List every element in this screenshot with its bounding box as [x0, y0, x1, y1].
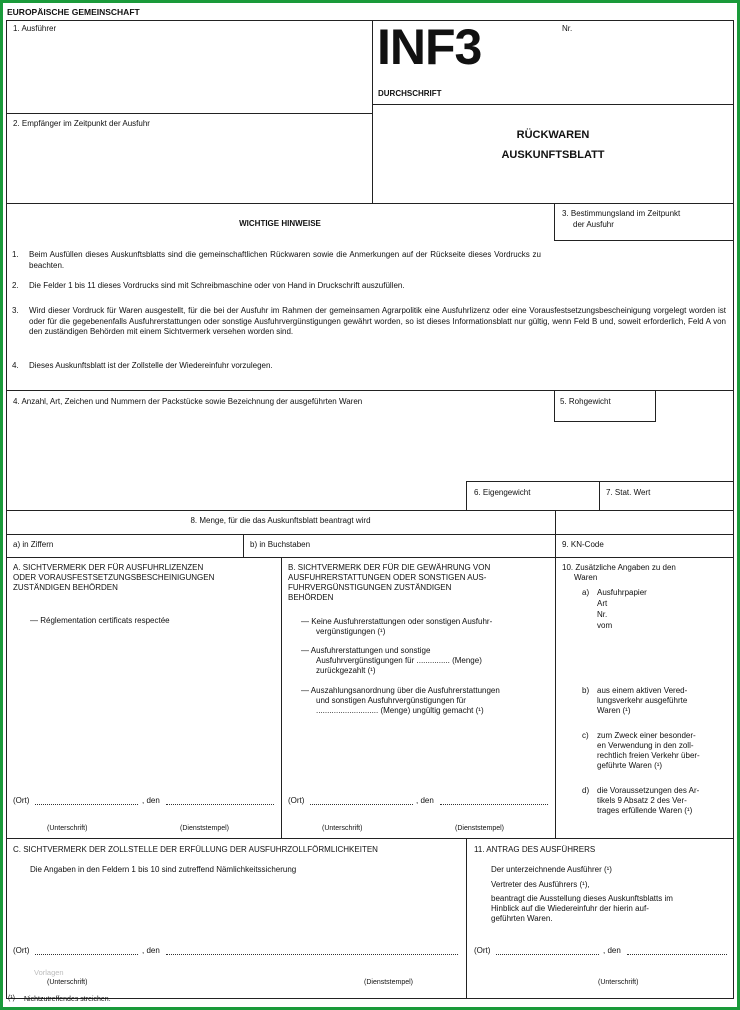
field-10-d-3: trages erfüllende Waren (¹) [597, 806, 693, 815]
section-a-title-3: ZUSTÄNDIGEN BEHÖRDEN [13, 583, 118, 592]
section-c-text: Die Angaben in den Feldern 1 bis 10 sind zutreffend Nämlichkeitssicherung [30, 865, 297, 874]
field-11-signature-label: (Unterschrift) [598, 979, 639, 986]
section-c-title: C. SICHTVERMERK DER ZOLLSTELLE DER ERFÜLLUNG DER AUSFUHRZOLLFÖRMLICHKEITEN [13, 845, 378, 854]
section-c-place-line[interactable] [35, 954, 138, 955]
section-b-item-2-line-2: Ausfuhrvergünstigungen für ............... (Menge) [316, 656, 482, 665]
section-a-place-line[interactable] [35, 804, 138, 805]
section-a-date-line[interactable] [166, 804, 274, 805]
section-b-item-3-line-3: ............................ (Menge) ungültig gemacht (¹) [316, 706, 484, 715]
section-a-date-label: , den [142, 796, 160, 805]
section-b-title-1: B. SICHTVERMERK DER FÜR DIE GEWÄHRUNG VON [288, 563, 491, 572]
field-4-goods-label: 4. Anzahl, Art, Zeichen und Nummern der Packstücke sowie Bezeichnung der ausgeführten Waren [13, 397, 363, 406]
section-b-title-4: BEHÖRDEN [288, 593, 334, 602]
hint-4: Dieses Auskunftsblatt ist der Zollstelle der Wiedereinfuhr vorzulegen. [29, 361, 273, 370]
field-8a-figures-label[interactable]: a) in Ziffern [13, 540, 54, 549]
field-5-gross-weight-label: 5. Rohgewicht [560, 397, 611, 406]
section-a-title-2: ODER VORAUSFESTSETZUNGSBESCHEINIGUNGEN [13, 573, 215, 582]
form-title-2: AUSKUNFTSBLATT [501, 149, 605, 161]
field-3-destination-label: 3. Bestimmungsland im Zeitpunkt [562, 209, 681, 218]
field-10-a-4: vom [597, 621, 613, 630]
field-2-consignee-label: 2. Empfänger im Zeitpunkt der Ausfuhr [13, 119, 150, 128]
field-10-c-2: en Verwendung in den zoll- [597, 741, 694, 750]
section-b-date-label: , den [416, 796, 434, 805]
field-1-exporter-label: 1. Ausführer [13, 24, 57, 33]
field-10-c-marker: c) [582, 731, 589, 740]
hint-4-number: 4. [12, 361, 19, 370]
section-b-item-3-line-2: und sonstigen Ausfuhrvergünstigungen für [316, 696, 466, 705]
section-c-signature-label: (Unterschrift) [47, 979, 88, 986]
section-b-item-3-line-1[interactable]: — Auszahlungsanordnung über die Ausfuhrerstattungen [301, 686, 500, 695]
section-b-item-1-line-1[interactable]: — Keine Ausfuhrerstattungen oder sonstigen Ausfuhr- [301, 617, 493, 626]
section-b-item-2-line-3: zurückgezahlt (¹) [316, 666, 376, 675]
field-10-c-3: rechtlich freien Verkehr über- [597, 751, 700, 760]
field-8-quantity-label: 8. Menge, für die das Auskunftsblatt beantragt wird [190, 516, 371, 525]
field-10-b-2: lungsverkehr ausgeführte [597, 696, 688, 705]
copy-label: DURCHSCHRIFT [378, 89, 442, 98]
field-8b-words-label[interactable]: b) in Buchstaben [250, 540, 311, 549]
field-11-date-line[interactable] [627, 954, 727, 955]
field-11-line-2[interactable]: Vertreter des Ausführers (¹), [491, 880, 590, 889]
section-b-item-2-line-1[interactable]: — Ausfuhrerstattungen und sonstige [301, 646, 431, 655]
field-7-stat-value-label: 7. Stat. Wert [606, 488, 651, 497]
field-11-line-5: geführten Waren. [491, 914, 553, 923]
field-10-title-1: 10. Zusätzliche Angaben zu den [562, 563, 676, 572]
section-a-item[interactable]: — Réglementation certificats respectée [30, 616, 170, 625]
field-11-line-1[interactable]: Der unterzeichnende Ausführer (¹) [491, 865, 612, 874]
field-11-title: 11. ANTRAG DES AUSFÜHRERS [474, 845, 596, 854]
footnote-text: Nichtzutreffendes streichen. [24, 996, 111, 1003]
section-c-stamp-label: (Dienststempel) [364, 979, 414, 986]
field-11-line-3: beantragt die Ausstellung dieses Auskunftsblatts im [491, 894, 673, 903]
field-10-d-2: tikels 9 Absatz 2 des Ver- [597, 796, 687, 805]
section-c-date-label: , den [142, 946, 160, 955]
field-10-a-1[interactable]: Ausfuhrpapier [597, 588, 647, 597]
field-10-b-1[interactable]: aus einem aktiven Vered- [597, 686, 688, 695]
section-b-date-line[interactable] [440, 804, 548, 805]
section-a-stamp-label: (Dienststempel) [180, 825, 230, 832]
hint-1: Beim Ausfüllen dieses Auskunftsblatts sind die gemeinschaftlichen Rückwaren sowie die Anmerkungen auf der Rückseite dieses Vordrucks zu beachten. [29, 250, 541, 270]
field-10-a-2: Art [597, 599, 608, 608]
section-a-place-label: (Ort) [13, 796, 30, 805]
field-11-date-label: , den [603, 946, 621, 955]
hints-title: WICHTIGE HINWEISE [239, 219, 321, 228]
field-1-exporter-input[interactable] [10, 36, 366, 108]
section-b-stamp-label: (Dienststempel) [455, 825, 505, 832]
hint-2-number: 2. [12, 281, 19, 290]
number-input[interactable] [580, 22, 730, 92]
field-6-net-weight-label: 6. Eigengewicht [474, 488, 531, 497]
form-code: INF3 [377, 19, 482, 75]
field-10-title-2: Waren [574, 573, 598, 582]
section-b-title-3: FUHRVERGÜNSTIGUNGEN ZUSTÄNDIGEN [288, 583, 452, 592]
field-11-line-4: Hinblick auf die Wiedereinfuhr der hierin auf- [491, 904, 649, 913]
section-c-date-line[interactable] [166, 954, 458, 955]
hint-2: Die Felder 1 bis 11 dieses Vordrucks sind mit Schreibmaschine oder von Hand in Druckschrift auszufüllen. [29, 281, 405, 290]
section-a-title-1: A. SICHTVERMERK DER FÜR AUSFUHRLIZENZEN [13, 563, 204, 572]
field-10-d-1[interactable]: die Voraussetzungen des Ar- [597, 786, 700, 795]
field-10-b-3: Waren (¹) [597, 706, 631, 715]
field-11-place-line[interactable] [496, 954, 599, 955]
footnote-marker: (¹) [8, 995, 15, 1002]
field-2-consignee-input[interactable] [10, 131, 366, 199]
section-c-place-label: (Ort) [13, 946, 30, 955]
hint-3: Wird dieser Vordruck für Waren ausgestellt, für die bei der Ausfuhr im Rahmen der gemeinsamen Agrarpolitik eine Ausfuhrlizenz oder eine Vorausfestsetzungsbescheinigung vorgelegt worden ist oder für die gegebenenfalls Ausfuhrerstattungen oder sonstige Ausfuhrvergünstigungen gewährt worden, so ist dieses Informationsblatt nur gültig, wenn Feld B und, soweit erforderlich, Feld A von den zuständigen Behörden mit einem Sichtvermerk versehen worden sind. [29, 306, 726, 336]
section-b-place-label: (Ort) [288, 796, 305, 805]
field-10-a-marker: a) [582, 588, 590, 597]
hint-1-number: 1. [12, 250, 19, 259]
watermark: Vorlagen [34, 968, 64, 977]
field-10-b-marker: b) [582, 686, 590, 695]
section-b-item-1-line-2: vergünstigungen (¹) [316, 627, 386, 636]
section-b-signature-label: (Unterschrift) [322, 825, 363, 832]
field-3-destination-label-2: der Ausfuhr [573, 220, 614, 229]
section-b-title-2: AUSFUHRERSTATTUNGEN ODER SONSTIGEN AUS- [288, 573, 487, 582]
field-10-a-3: Nr. [597, 610, 608, 619]
field-10-c-1[interactable]: zum Zweck einer besonder- [597, 731, 696, 740]
community-header: EUROPÄISCHE GEMEINSCHAFT [7, 7, 140, 17]
field-9-cn-code-label[interactable]: 9. KN-Code [562, 540, 604, 549]
field-4-goods-input[interactable] [10, 410, 550, 506]
section-a-signature-label: (Unterschrift) [47, 825, 88, 832]
field-10-c-4: geführte Waren (¹) [597, 761, 663, 770]
field-10-d-marker: d) [582, 786, 590, 795]
form-title-1: RÜCKWAREN [516, 129, 590, 141]
field-11-place-label: (Ort) [474, 946, 491, 955]
section-b-place-line[interactable] [310, 804, 413, 805]
hint-3-number: 3. [12, 306, 19, 315]
number-label: Nr. [562, 24, 573, 33]
